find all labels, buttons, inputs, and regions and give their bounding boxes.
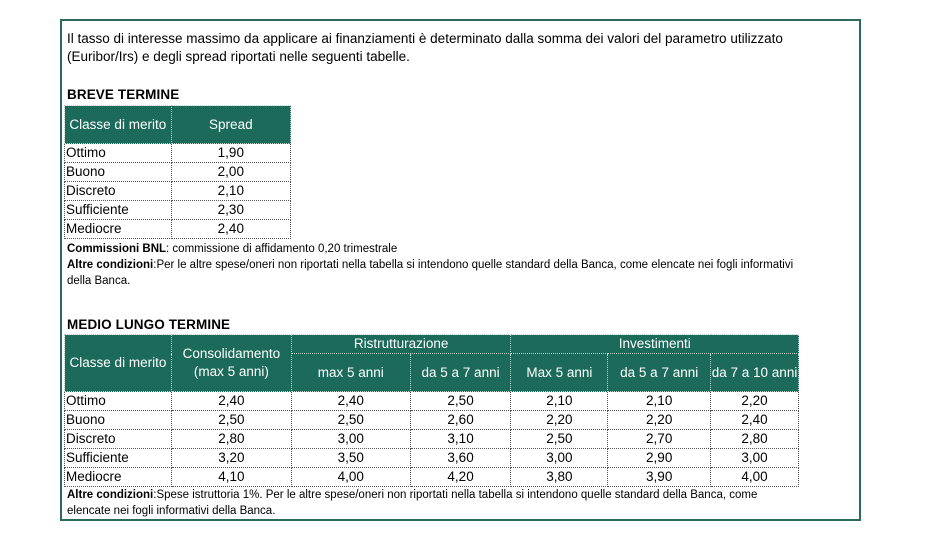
- cell-value: 3,00: [511, 449, 608, 468]
- table-row: [65, 182, 291, 201]
- cell-value: 4,20: [410, 468, 511, 487]
- cell-value: 2,60: [410, 411, 511, 430]
- table-row: [65, 144, 291, 163]
- cell-value: 2,50: [171, 411, 291, 430]
- header-ristrutturazione: Ristrutturazione: [291, 335, 511, 354]
- row-label: Ottimo: [65, 144, 172, 163]
- spread-value: 2,30: [171, 201, 290, 220]
- cell-value: 2,20: [608, 411, 711, 430]
- medio-lungo-termine-notes: [67, 487, 787, 519]
- row-label: Ottimo: [65, 392, 172, 411]
- row-label: Mediocre: [65, 468, 172, 487]
- cell-value: 2,20: [711, 392, 799, 411]
- commissioni-text: : commissione di affidamento 0,20 trimestrale: [166, 243, 398, 255]
- header-consolidamento: Consolidamento (max 5 anni): [171, 335, 291, 392]
- header-classe-di-merito: Classe di merito: [65, 335, 172, 392]
- table-row: [65, 163, 291, 182]
- altre-condizioni-label: Altre condizioni: [67, 489, 154, 501]
- intro-text: Il tasso di interesse massimo da applicare ai finanziamenti è determinato dalla somma dei valori del parametro utilizzato (Euribor/Irs) e degli spread riportati nelle seguenti tabelle.: [67, 31, 783, 64]
- breve-termine-title: BREVE TERMINE: [67, 87, 180, 102]
- cell-value: 4,00: [711, 468, 799, 487]
- cell-value: 3,80: [511, 468, 608, 487]
- row-label: Buono: [65, 411, 172, 430]
- row-label: Buono: [65, 163, 172, 182]
- breve-termine-notes: [67, 241, 817, 289]
- cell-value: 3,50: [291, 449, 410, 468]
- cell-value: 2,20: [511, 411, 608, 430]
- header-ristr-max-5: max 5 anni: [291, 354, 410, 392]
- table-row: [65, 468, 799, 487]
- table-row: [65, 430, 799, 449]
- cell-value: 2,40: [291, 392, 410, 411]
- spread-value: 2,00: [171, 163, 290, 182]
- spread-value: 2,40: [171, 220, 290, 239]
- cell-value: 2,70: [608, 430, 711, 449]
- cell-value: 2,50: [410, 392, 511, 411]
- medio-lungo-termine-table: [64, 334, 799, 487]
- altre-condizioni-text: :Per le altre spese/oneri non riportati nella tabella si intendono quelle standard della Banca, come elencate nei fogli informativi della Banca.: [67, 259, 794, 287]
- cell-value: 2,50: [511, 430, 608, 449]
- cell-value: 2,10: [608, 392, 711, 411]
- header-spread: Spread: [171, 106, 290, 144]
- cell-value: 3,90: [608, 468, 711, 487]
- altre-condizioni-text: :Spese istruttoria 1%. Per le altre spese/oneri non riportati nella tabella si intendono quelle standard della Banca, come elencate nei fogli informativi della Banca.: [67, 489, 758, 517]
- altre-condizioni-label: Altre condizioni: [67, 259, 154, 271]
- cell-value: 4,00: [291, 468, 410, 487]
- table-row: [65, 411, 799, 430]
- table-row: [65, 220, 291, 239]
- cell-value: 2,50: [291, 411, 410, 430]
- row-label: Discreto: [65, 430, 172, 449]
- row-label: Sufficiente: [65, 201, 172, 220]
- breve-termine-table: [64, 105, 291, 239]
- table-row: [65, 201, 291, 220]
- commissioni-label: Commissioni BNL: [67, 243, 167, 255]
- spread-value: 1,90: [171, 144, 290, 163]
- header-inv-5-7: da 5 a 7 anni: [608, 354, 711, 392]
- cell-value: 2,90: [608, 449, 711, 468]
- cell-value: 3,20: [171, 449, 291, 468]
- medio-lungo-termine-title: MEDIO LUNGO TERMINE: [67, 317, 231, 332]
- header-classe-di-merito: Classe di merito: [65, 106, 172, 144]
- row-label: Discreto: [65, 182, 172, 201]
- cell-value: 3,00: [711, 449, 799, 468]
- row-label: Mediocre: [65, 220, 172, 239]
- cell-value: 3,00: [291, 430, 410, 449]
- cell-value: 4,10: [171, 468, 291, 487]
- header-inv-max-5: Max 5 anni: [511, 354, 608, 392]
- spread-value: 2,10: [171, 182, 290, 201]
- table-row: [65, 392, 799, 411]
- cell-value: 2,10: [511, 392, 608, 411]
- header-investimenti: Investimenti: [511, 335, 799, 354]
- cell-value: 2,80: [711, 430, 799, 449]
- cell-value: 2,40: [171, 392, 291, 411]
- cell-value: 3,10: [410, 430, 511, 449]
- cell-value: 2,40: [711, 411, 799, 430]
- row-label: Sufficiente: [65, 449, 172, 468]
- cell-value: 2,80: [171, 430, 291, 449]
- header-inv-7-10: da 7 a 10 anni: [711, 354, 799, 392]
- table-row: [65, 449, 799, 468]
- cell-value: 3,60: [410, 449, 511, 468]
- header-ristr-5-7: da 5 a 7 anni: [410, 354, 511, 392]
